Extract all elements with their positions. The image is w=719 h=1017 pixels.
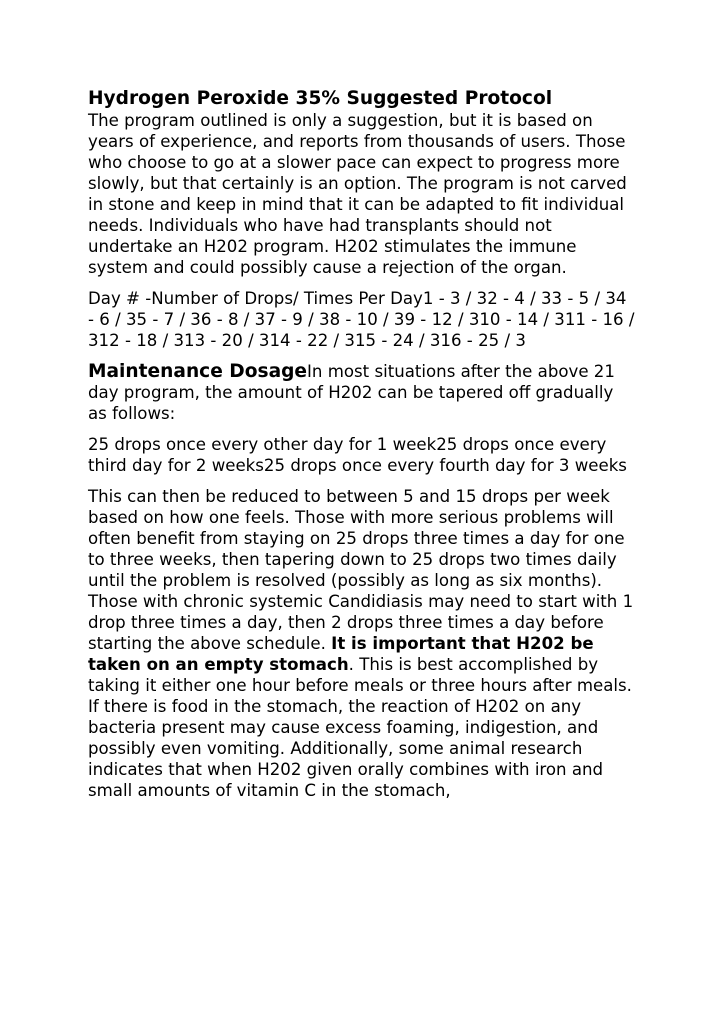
final-paragraph xyxy=(88,486,636,801)
final-text-part2: . This is best accomplished by taking it either one hour before meals or three hours after meals. If there is food in the stomach, the reaction of H202 on any bacteria present may cause excess foaming, indigestion, and possibly even vomiting. Additionally, some animal research indicates that when H202 given orally combines with iron and small amounts of vitamin C in the stomach, xyxy=(88,655,632,800)
intro-section xyxy=(88,88,636,278)
maintenance-section xyxy=(88,361,636,424)
empty-stomach-warning: It is important that H202 be taken on an empty stomach xyxy=(88,634,594,674)
taper-schedule: 25 drops once every other day for 1 week25 drops once every third day for 2 weeks25 drops once every fourth day for 3 weeks xyxy=(88,435,627,475)
maintenance-text: In most situations after the above 21 day program, the amount of H202 can be tapered off gradually as follows: xyxy=(88,362,615,423)
document-title: Hydrogen Peroxide 35% Suggested Protocol xyxy=(88,88,553,109)
dosage-schedule: Day # -Number of Drops/ Times Per Day1 - 3 / 32 - 4 / 33 - 5 / 34 - 6 / 35 - 7 / 36 - 8 / 37 - 9 / 38 - 10 / 39 - 12 / 310 - 14 / 311 - 16 / 312 - 18 / 313 - 20 / 314 - 22 / 315 - 24 / 316 - 25 / 3 xyxy=(88,289,635,350)
maintenance-heading: Maintenance Dosage xyxy=(88,361,308,382)
final-text-part1: This can then be reduced to between 5 and 15 drops per week based on how one feels. Those with more serious problems will often benefit from staying on 25 drops three times a day for one to three weeks, then tapering down to 25 drops two times daily until the problem is resolved (possibly as long as six months). Those with chronic systemic Candidiasis may need to start with 1 drop three times a day, then 2 drops three times a day before starting the above schedule. xyxy=(88,487,634,653)
document-page xyxy=(88,88,636,811)
intro-text: The program outlined is only a suggestion, but it is based on years of experience, and reports from thousands of users. Those who choose to go at a slower pace can expect to progress more slowly, but that certainly is an option. The program is not carved in stone and keep in mind that it can be adapted to fit individual needs. Individuals who have had transplants should not undertake an H202 program. H202 stimulates the immune system and could possibly cause a rejection of the organ. xyxy=(88,111,627,277)
